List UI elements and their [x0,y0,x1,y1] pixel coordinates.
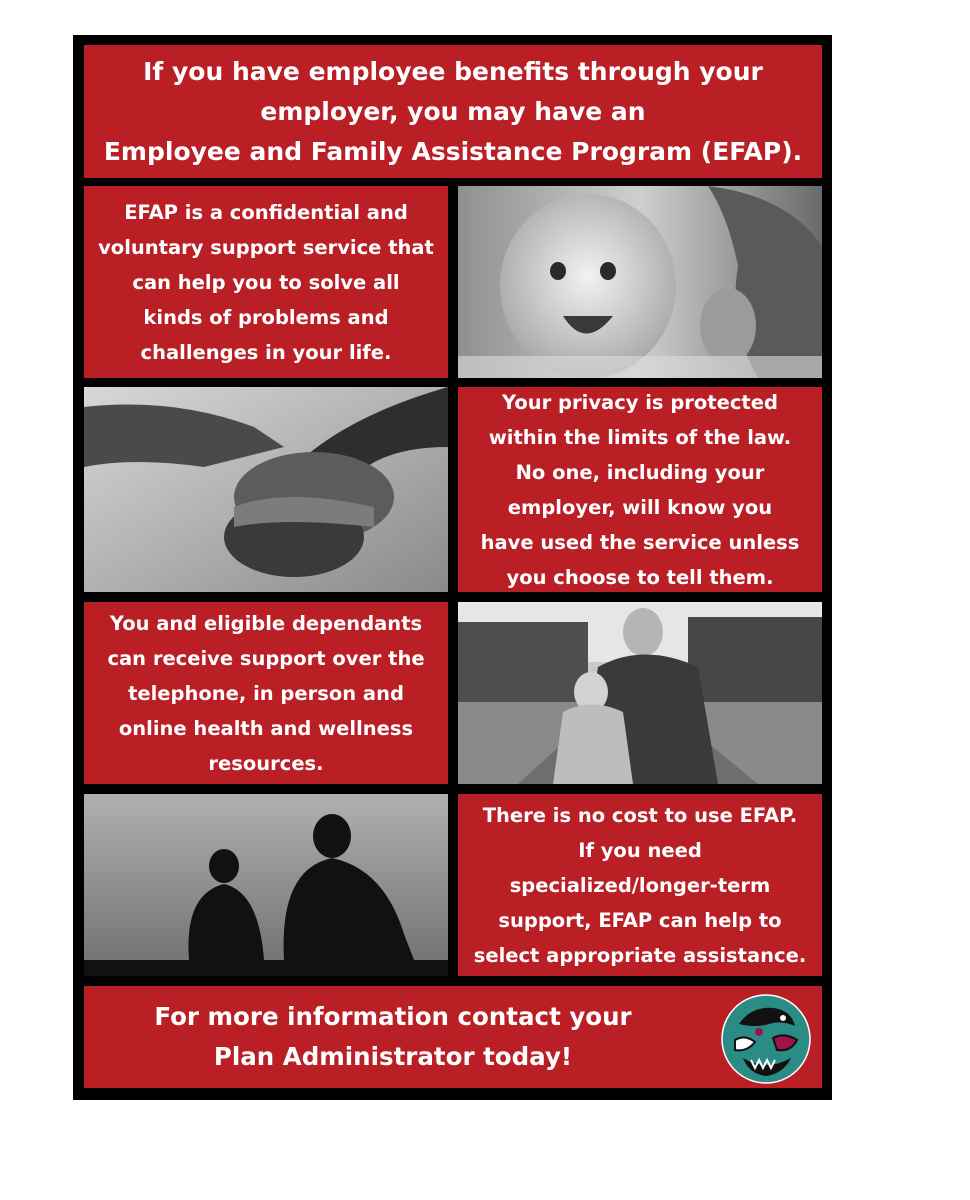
privacy-panel [458,387,822,592]
no-cost-panel [458,794,822,976]
support-options-panel [84,602,448,784]
footer-banner [84,986,822,1088]
header-text: If you have employee benefits through your employer, you may have an Employee and Family Assistance Program (EFAP). [103,56,803,166]
header-banner [84,45,822,178]
clasped-hands-photo [84,387,448,592]
support-options-text: You and eligible dependants can receive support over the telephone, in person and online health and wellness resources. [107,611,425,775]
indigenous-formline-logo-icon [721,994,811,1084]
confidential-service-panel [84,186,448,378]
father-and-daughter-on-road-photo [458,602,822,784]
poster-frame [73,35,832,1100]
baby-and-father-photo [458,186,822,378]
privacy-text: Your privacy is protected within the limits of the law. No one, including your employer, will know you have used the service unless you choose to tell them. [480,390,800,589]
footer-text: For more information contact your Plan Administrator today! [154,1002,632,1071]
silhouette-parent-child-photo [84,794,448,976]
confidential-service-text: EFAP is a confidential and voluntary support service that can help you to solve all kinds of problems and challenges in your life. [98,200,434,364]
no-cost-text: There is no cost to use EFAP. If you need specialized/longer-term support, EFAP can help to select appropriate assistance. [473,803,807,967]
